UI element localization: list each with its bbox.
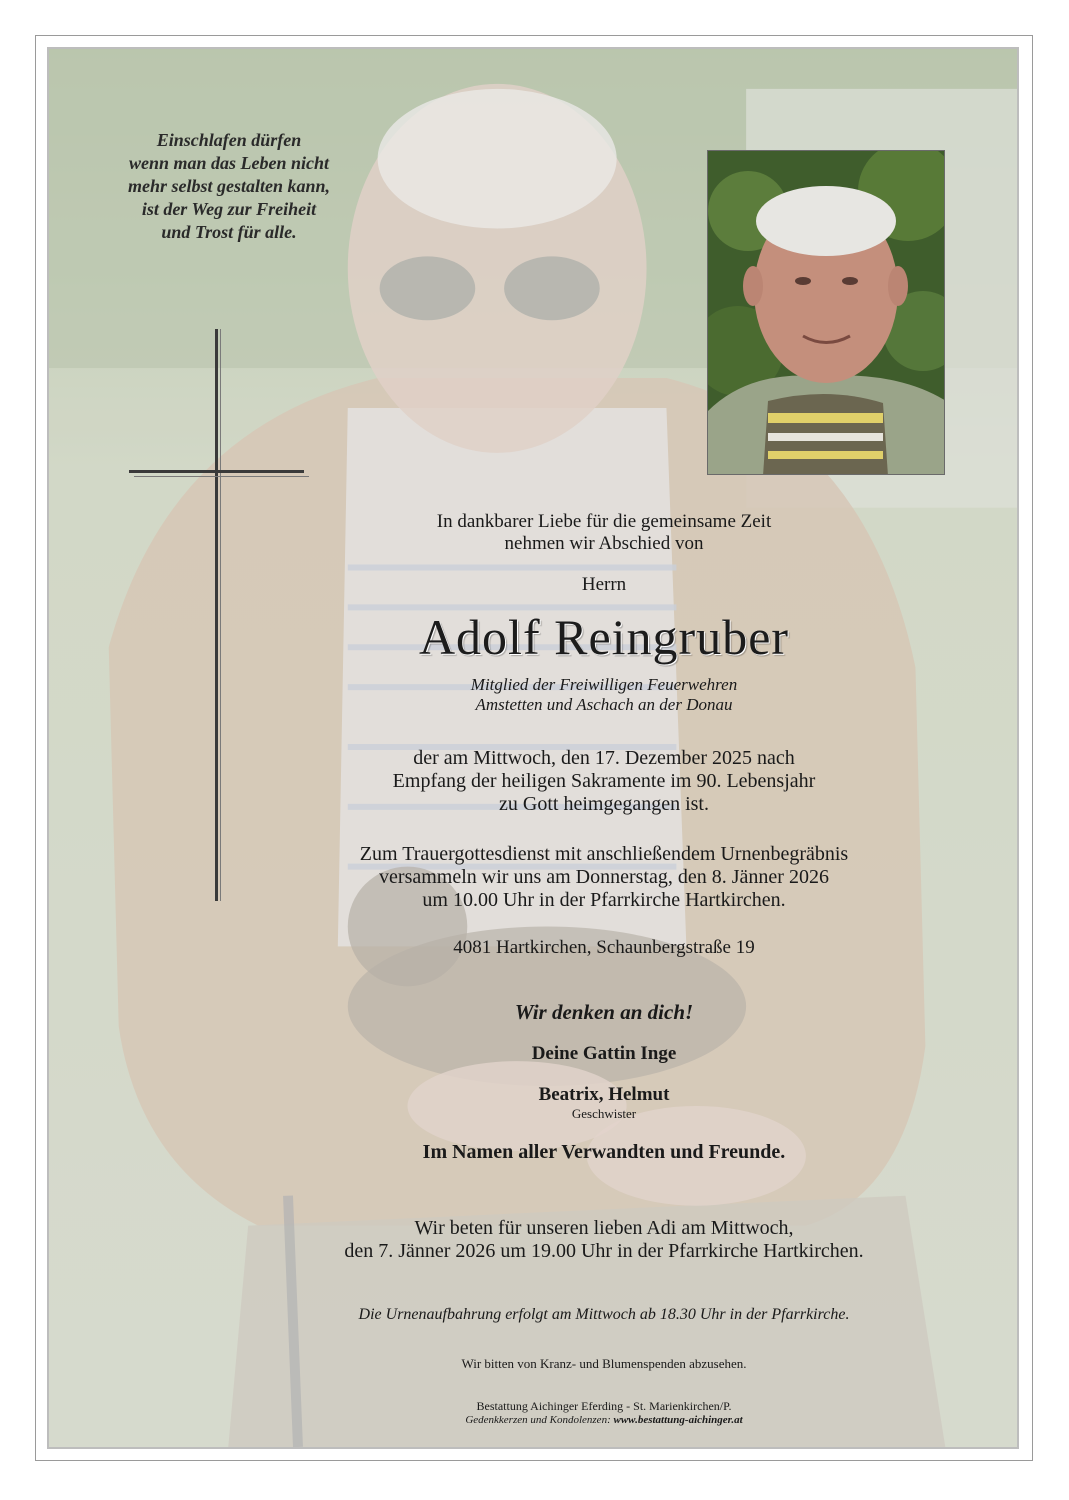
siblings-names: Beatrix, Helmut: [538, 1084, 670, 1105]
condolence-label: Gedenkkerzen und Kondolenzen:: [465, 1414, 614, 1426]
obituary-card: [47, 47, 1019, 1449]
prayer-line-2: den 7. Jänner 2026 um 19.00 Uhr in der Pfarrkirche Hartkirchen.: [344, 1240, 864, 1262]
siblings-label: Geschwister: [571, 1106, 637, 1121]
death-notice-line-3: zu Gott heimgegangen ist.: [499, 793, 709, 815]
cross-horizontal-shadow: [134, 476, 309, 477]
service-line-2: versammeln wir uns am Donnerstag, den 8. Jänner 2026: [379, 866, 829, 888]
remembrance-heading: Wir denken an dich!: [514, 1000, 694, 1024]
prayer-line-1: Wir beten für unseren lieben Adi am Mittwoch,: [414, 1217, 794, 1239]
intro-line-1: In dankbarer Liebe für die gemeinsame Zeit: [436, 511, 772, 532]
salutation: Herrn: [581, 574, 627, 595]
website-link[interactable]: www.bestattung-aichinger.at: [613, 1414, 743, 1426]
urn-viewing-note: Die Urnenaufbahrung erfolgt am Mittwoch ab 18.30 Uhr in der Pfarrkirche.: [358, 1306, 850, 1323]
spouse-name: Deine Gattin Inge: [531, 1043, 677, 1064]
condolence-line: [319, 1414, 889, 1427]
motto-verse: Einschlafen dürfen wenn man das Leben nicht mehr selbst gestalten kann, ist der Weg zur Freiheit und Trost für alle.: [127, 130, 331, 242]
role-line-2: Amstetten und Aschach an der Donau: [475, 695, 733, 714]
portrait-photo: [707, 150, 945, 475]
flower-request: Wir bitten von Kranz- und Blumenspenden abzusehen.: [461, 1356, 747, 1371]
cross-horizontal: [129, 470, 304, 473]
service-line-3: um 10.00 Uhr in der Pfarrkirche Hartkirchen.: [422, 889, 786, 911]
others-line: Im Namen aller Verwandten und Freunde.: [422, 1141, 786, 1163]
intro-line-2: nehmen wir Abschied von: [504, 533, 704, 554]
undertaker-line: Bestattung Aichinger Eferding - St. Marienkirchen/P.: [476, 1399, 732, 1413]
cross-vertical-shadow: [220, 329, 221, 901]
cross-vertical: [215, 329, 218, 901]
service-address: 4081 Hartkirchen, Schaunbergstraße 19: [453, 937, 755, 958]
death-notice-line-2: Empfang der heiligen Sakramente im 90. Lebensjahr: [392, 770, 816, 792]
deceased-name: Adolf Reingruber: [418, 609, 790, 665]
death-notice-line-1: der am Mittwoch, den 17. Dezember 2025 nach: [413, 747, 795, 769]
portrait-image: [708, 151, 945, 475]
role-line-1: Mitglied der Freiwilligen Feuerwehren: [470, 675, 738, 694]
service-line-1: Zum Trauergottesdienst mit anschließendem Urnenbegräbnis: [359, 843, 849, 865]
